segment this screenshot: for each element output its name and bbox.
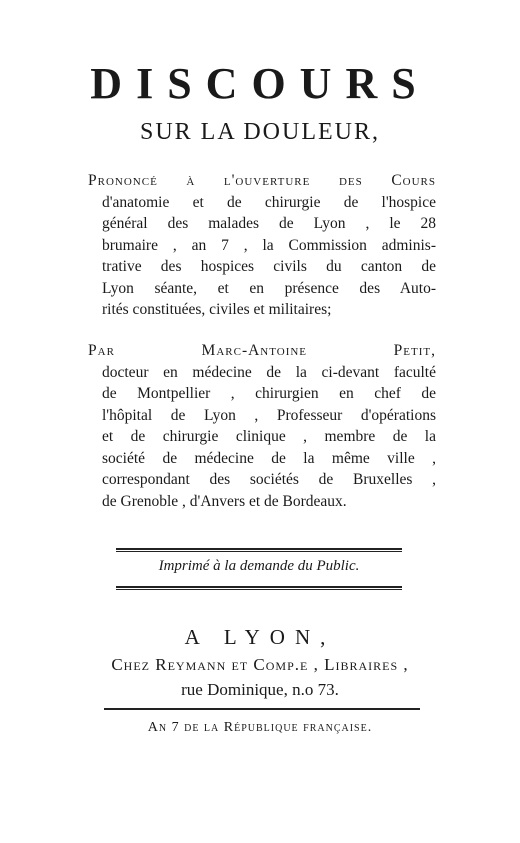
- author-paragraph: [88, 340, 436, 512]
- pronounce-line: général des malades de Lyon , le 28: [102, 215, 436, 232]
- main-title: DISCOURS: [90, 59, 430, 108]
- divider-footer: [104, 708, 420, 710]
- publication-date-text: An 7 de la République française.: [147, 720, 373, 735]
- publication-date: [60, 720, 460, 736]
- author-line: l'hôpital de Lyon , Professeur d'opérations: [102, 406, 436, 424]
- author-line: de Grenoble , d'Anvers et de Bordeaux.: [102, 492, 347, 510]
- publication-city: A LYON,: [184, 625, 336, 649]
- author-line: docteur en médecine de la ci-devant faculté: [102, 363, 436, 381]
- pronounce-line: brumaire , an 7 , la Commission adminis-: [102, 236, 436, 254]
- divider-bottom: [116, 586, 402, 590]
- author-line: et de chirurgie clinique , membre de la: [102, 428, 436, 445]
- subtitle: SUR LA DOULEUR,: [139, 119, 380, 145]
- pronounce-line: [88, 170, 436, 192]
- pronounce-line-text: Prononcé à l'ouverture des Cours: [88, 172, 436, 189]
- divider-top: [116, 548, 402, 552]
- author-line: correspondant des sociétés de Bruxelles ,: [102, 471, 436, 488]
- author-line: de Montpellier , chirurgien en chef de: [102, 385, 436, 402]
- publisher-address: rue Dominique, n.o 73.: [181, 680, 339, 699]
- pronounce-line: Lyon séante, et en présence des Auto-: [102, 279, 436, 297]
- imprint-note: Imprimé à la demande du Public.: [158, 558, 360, 574]
- author-line: société de médecine de la même ville ,: [102, 449, 436, 467]
- pronounce-line: trative des hospices civils du canton de: [102, 258, 436, 275]
- author-name: Par Marc-Antoine Petit,: [88, 342, 436, 359]
- publisher-text: Chez Reymann et Comp.e , Libraires ,: [111, 655, 409, 674]
- pronounce-line: rités constituées, civiles et militaires;: [102, 301, 332, 318]
- pronounce-paragraph: [88, 170, 436, 321]
- author-line: [88, 340, 436, 362]
- pronounce-line: d'anatomie et de chirurgie de l'hospice: [102, 193, 436, 211]
- publisher: [60, 654, 460, 676]
